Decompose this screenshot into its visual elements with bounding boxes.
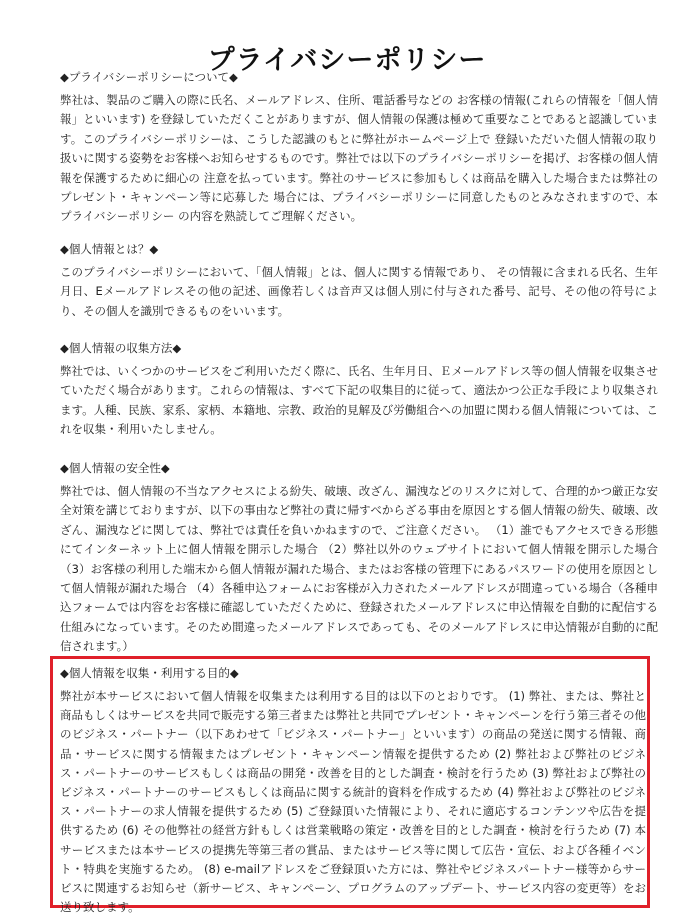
section-body: このプライバシーポリシーにおいて、「個人情報」とは、個人に関する情報であり、 その情報に含まれる氏名、生年月日、Eメールアドレスその他の記述、画像若しくは音声又は個人別に付与された番号、記号、その他の符号により、その個人を識別できるものをいいます。 xyxy=(60,265,658,318)
page-title: プライバシーポリシー xyxy=(207,45,487,77)
section-heading: ◆個人情報を収集・利用する目的◆ xyxy=(60,666,239,680)
section-heading: ◆個人情報の安全性◆ xyxy=(60,461,170,475)
section-heading: ◆プライバシーポリシーについて◆ xyxy=(60,70,238,84)
section-collection-method xyxy=(60,341,658,440)
section-about-privacy-policy xyxy=(60,70,658,227)
section-what-is-personal-info xyxy=(60,242,658,321)
section-body: 弊社は、製品のご購入の際に氏名、メールアドレス、住所、電話番号などの お客様の情報(これらの情報を「個人情報」といいます) を登録していただくことがありますが、個人情報の保護は極めて重要なことであると認識しています。このプライバシーポリシーは、こうした認識のもとに弊社がホームページ上で 登録いただいた個人情報の取り扱いに関する姿勢をお客様へお知らせするものです。弊社では以下のプライバシーポリシーを掲げ、お客様の個人情報を保護するために細心の 注意を払っています。弊社のサービスに参加もしくは商品を購入した場合または弊社のプレゼント・キャンペーン等に応募した 場合には、プライバシーポリシーに同意したものとみなされますので、本プライバシーポリシー の内容を熟読してご理解ください。 xyxy=(60,93,658,224)
section-heading: ◆個人情報とは？◆ xyxy=(60,242,159,256)
section-purpose-of-use xyxy=(60,666,646,917)
section-heading: ◆個人情報の収集方法◆ xyxy=(60,341,182,355)
section-body: 弊社では、個人情報の不当なアクセスによる紛失、破壊、改ざん、漏洩などのリスクに対して、合理的かつ厳正な安全対策を講じておりますが、以下の事由など弊社の責に帰すべからざる事由を原因とする個人情報の紛失、破壊、改ざん、漏洩などに関しては、弊社では責任を負いかねますので、ご注意ください。 （1）誰でもアクセスできる形態にてインターネット上に個人情報を開示した場合 （2）弊社以外のウェブサイトにおいて個人情報を開示した場合 （3）お客様の利用した端末から個人情報が漏れた場合、またはお客様の管理下にあるパスワードの使用を原因として個人情報が漏れた場合 （4）各種申込フォームにお客様が入力されたメールアドレスが間違っている場合（各種申込フォームでは内容をお客様に確認していただくために、登録されたメールアドレスに申込情報を自動的に配信する仕組みになっています。そのため間違ったメールアドレスであっても、そのメールアドレスに申込情報が自動的に配信されます。） xyxy=(60,484,658,654)
section-security xyxy=(60,461,658,657)
section-body: 弊社が本サービスにおいて個人情報を収集または利用する目的は以下のとおりです。 (1) 弊社、または、弊社と商品もしくはサービスを共同で販売する第三者または弊社と共同でプレゼント・キャンペーンを行う第三者その他のビジネス・パートナー（以下あわせて「ビジネス・パートナー」といいます）の商品の発送に関する情報、商品・サービスに関する情報またはプレゼント・キャンペーン情報を提供するため (2) 弊社および弊社のビジネス・パートナーのサービスもしくは商品の開発・改善を目的とした調査・検討を行うため (3) 弊社および弊社のビジネス・パートナーのサービスもしくは商品に関する統計的資料を作成するため (4) 弊社および弊社のビジネス・パートナーの求人情報を提供するため (5) ご登録頂いた情報により、それに適応するコンテンツや広告を提供するため (6) その他弊社の経営方針もしくは営業戦略の策定・改善を目的とした調査・検討を行うため (7) 本サービスまたは本サービスの提携先等第三者の賞品、またはサービス等に関して広告・宣伝、および各種イベント・特典を実施するため。 (8) e-mailアドレスをご登録頂いた方には、弊社やビジネスパートナー様等からサービスに関連するお知らせ（新サービス、キャンペーン、プログラムのアップデート、サービス内容の変更等）をお送り致します。 xyxy=(60,689,646,915)
section-body: 弊社では、いくつかのサービスをご利用いただく際に、氏名、生年月日、Ｅメールアドレス等の個人情報を収集させていただく場合があります。これらの情報は、すべて下記の収集目的に従って、適法かつ公正な手段により収集されます。人種、民族、家系、家柄、本籍地、宗教、政治的見解及び労働組合への加盟に関わる個人情報については、これを収集・利用いたしません。 xyxy=(60,364,658,437)
